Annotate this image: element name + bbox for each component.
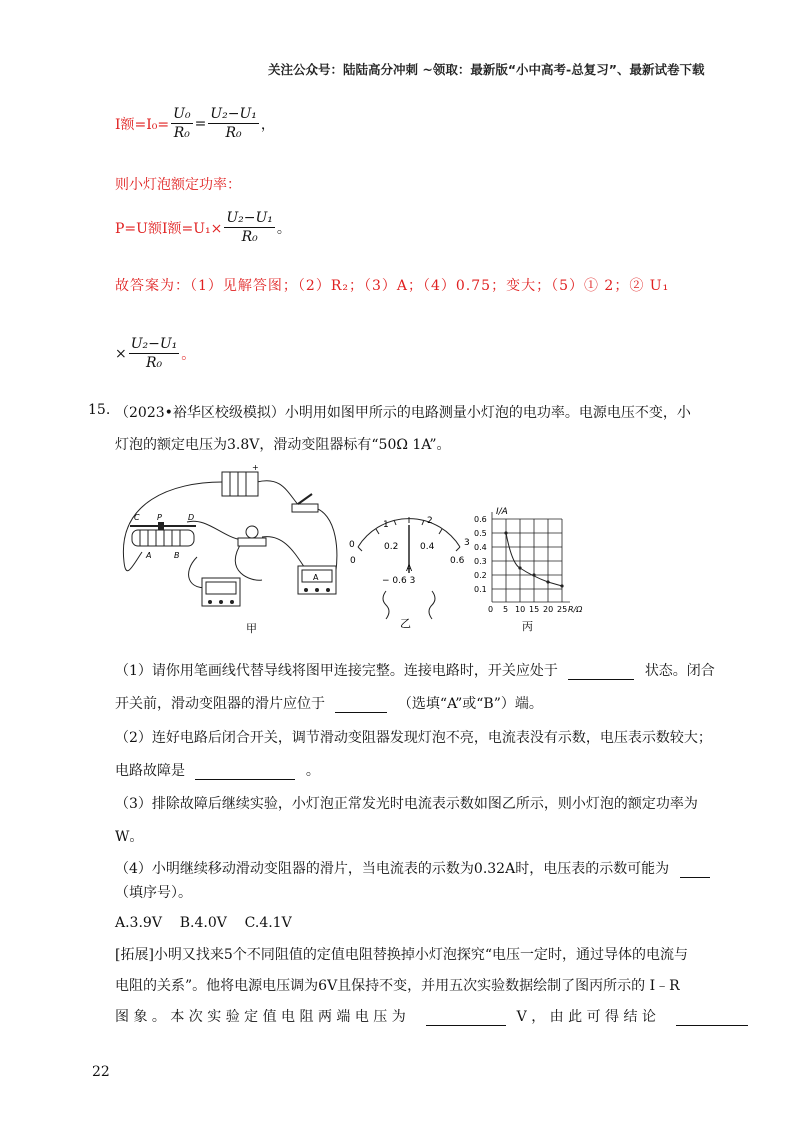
power-intro: 则小灯泡额定功率： bbox=[115, 177, 241, 193]
question-intro-2: 灯泡的额定电压为3.8V，滑动变阻器标有“50Ω 1A”。 bbox=[115, 437, 451, 453]
answer-blank[interactable] bbox=[568, 679, 634, 680]
formula-continuation bbox=[115, 336, 195, 371]
q2-text-c: 。 bbox=[305, 763, 320, 779]
svg-text:0.5: 0.5 bbox=[474, 529, 487, 538]
question-number: 15. bbox=[88, 402, 111, 418]
fraction-denominator: R₀ bbox=[173, 125, 190, 141]
svg-text:C: C bbox=[134, 513, 140, 522]
svg-text:0.4: 0.4 bbox=[420, 542, 435, 552]
answer-blank[interactable] bbox=[680, 877, 710, 878]
answer-blank[interactable] bbox=[195, 779, 295, 780]
svg-text:10: 10 bbox=[515, 605, 526, 614]
svg-text:0: 0 bbox=[488, 605, 494, 614]
svg-text:A: A bbox=[406, 564, 413, 574]
fraction-u2u1-r0 bbox=[129, 336, 180, 371]
q4-text-a: （4）小明继续移动滑动变阻器的滑片，当电流表的示数为0.32A时，电压表的示数可能为 bbox=[115, 861, 670, 877]
extension-line3 bbox=[115, 1006, 748, 1026]
svg-text:1: 1 bbox=[383, 520, 389, 530]
svg-text:A: A bbox=[146, 551, 152, 560]
circuit-figure bbox=[112, 462, 352, 640]
i-r-graph bbox=[472, 502, 590, 638]
q4-options: A.3.9V B.4.0V C.4.1V bbox=[115, 915, 292, 931]
fraction-denominator: R₀ bbox=[145, 355, 163, 371]
voltmeter-icon bbox=[202, 578, 240, 606]
answer-blank[interactable] bbox=[676, 1025, 748, 1026]
fraction-u2u1-r0 bbox=[224, 210, 275, 245]
comma: ， bbox=[260, 116, 275, 133]
ammeter-dial-figure bbox=[346, 505, 472, 635]
fraction-u2u1-r0 bbox=[208, 106, 259, 141]
page-header: 关注公众号：陆陆高分冲刺 ~领取：最新版“小中高考-总复习”、最新试卷下载 bbox=[268, 62, 705, 77]
extension-line2: 电阻的关系”。他将电源电压调为6V且保持不变，并用五次实验数据绘制了图丙所示的 I﹣R bbox=[115, 978, 680, 994]
fraction-numerator: U₂−U₁ bbox=[130, 336, 178, 352]
period: 。 bbox=[276, 220, 291, 237]
ext-text-a: 图 象 。 本 次 实 验 定 值 电 阻 两 端 电 压 为 bbox=[115, 1009, 406, 1025]
figure-label-bing: 丙 bbox=[522, 620, 533, 633]
svg-text:0.1: 0.1 bbox=[474, 585, 487, 594]
rheostat-icon bbox=[130, 513, 196, 560]
svg-text:P: P bbox=[157, 513, 162, 522]
formula-current: I额=I₀= $\frac{\text{U₀}}{\text{R₀}}$ = $\frac{\text{U₂−U₁}}{\text{R₀}}$ ， bbox=[115, 106, 275, 141]
svg-text:25: 25 bbox=[557, 605, 568, 614]
fraction-denominator: R₀ bbox=[225, 125, 242, 141]
q4-line2: （填序号）。 bbox=[115, 885, 192, 901]
svg-text:0.2: 0.2 bbox=[384, 542, 399, 552]
svg-text:0.6: 0.6 bbox=[474, 515, 487, 524]
q2-text-b: 电路故障是 bbox=[115, 763, 185, 779]
svg-text:+: + bbox=[252, 463, 259, 472]
svg-text:R/Ω: R/Ω bbox=[568, 605, 583, 614]
fraction-numerator: U₂−U₁ bbox=[210, 106, 257, 122]
question-intro-1: （2023•裕华区校级模拟）小明用如图甲所示的电路测量小灯泡的电功率。电源电压不变，小 bbox=[115, 405, 691, 421]
q1-line1 bbox=[115, 660, 715, 680]
fraction-numerator: U₀ bbox=[173, 106, 191, 122]
formula-power-lhs: P=U额I额=U₁× bbox=[115, 220, 223, 237]
fraction-u0-r0 bbox=[171, 106, 192, 141]
times-sign: × bbox=[115, 345, 127, 362]
svg-text:20: 20 bbox=[543, 605, 554, 614]
answer-line: 故答案为：（1）见解答图；（2）R₂；（3）A；（4）0.75；变大；（5）① 2；② U₁ bbox=[115, 278, 670, 294]
svg-text:I/A: I/A bbox=[496, 507, 508, 517]
q3-line2: W。 bbox=[115, 829, 144, 845]
fraction-denominator: R₀ bbox=[241, 229, 258, 245]
period: 。 bbox=[181, 346, 196, 363]
page-number: 22 bbox=[92, 1064, 110, 1080]
ammeter-icon bbox=[298, 566, 336, 594]
q2-line2 bbox=[115, 760, 320, 780]
battery-icon bbox=[222, 463, 259, 496]
svg-text:0: 0 bbox=[349, 540, 355, 550]
extension-line1: [拓展]小明又找来5个不同阻值的定值电阻替换掉小灯泡探究“电压一定时，通过导体的电流与 bbox=[115, 947, 688, 963]
ext-text-b: V ， 由 此 可 得 结 论 bbox=[516, 1009, 656, 1025]
q1-text-c: 开关前，滑动变阻器的滑片应位于 bbox=[115, 696, 325, 712]
svg-text:D: D bbox=[188, 513, 195, 522]
svg-text:0.3: 0.3 bbox=[474, 557, 487, 566]
formula-power bbox=[115, 210, 291, 245]
lamp-icon bbox=[238, 526, 266, 546]
svg-text:15: 15 bbox=[529, 605, 540, 614]
svg-text:B: B bbox=[174, 551, 180, 560]
formula-current-lhs: I额=I₀= bbox=[115, 116, 170, 133]
answer-blank[interactable] bbox=[335, 712, 387, 713]
svg-text:2: 2 bbox=[427, 516, 433, 526]
figure-label-jia: 甲 bbox=[246, 622, 257, 635]
svg-text:0.4: 0.4 bbox=[474, 543, 487, 552]
svg-text:− 0.6 3: − 0.6 3 bbox=[382, 576, 416, 586]
svg-text:3: 3 bbox=[464, 538, 470, 548]
q3-line1: （3）排除故障后继续实验，小灯泡正常发光时电流表示数如图乙所示，则小灯泡的额定功率为 bbox=[115, 796, 698, 812]
switch-icon bbox=[292, 494, 318, 512]
fraction-numerator: U₂−U₁ bbox=[226, 210, 273, 226]
svg-text:5: 5 bbox=[503, 605, 509, 614]
svg-text:0.6: 0.6 bbox=[450, 556, 465, 566]
q1-text-a: （1）请你用笔画线代替导线将图甲连接完整。连接电路时，开关应处于 bbox=[115, 663, 558, 679]
figure-label-yi: 乙 bbox=[400, 617, 411, 630]
svg-text:0.2: 0.2 bbox=[474, 571, 487, 580]
svg-text:A: A bbox=[313, 573, 319, 582]
answer-blank[interactable] bbox=[426, 1025, 506, 1026]
q2-line1: （2）连好电路后闭合开关，调节滑动变阻器发现灯泡不亮，电流表没有示数，电压表示数较大； bbox=[115, 730, 712, 746]
q4-line1 bbox=[115, 858, 710, 878]
q1-text-d: （选填“A”或“B”）端。 bbox=[397, 696, 543, 712]
svg-text:0: 0 bbox=[350, 556, 356, 566]
q1-line2 bbox=[115, 693, 543, 713]
q1-text-b: 状态。闭合 bbox=[644, 663, 715, 679]
